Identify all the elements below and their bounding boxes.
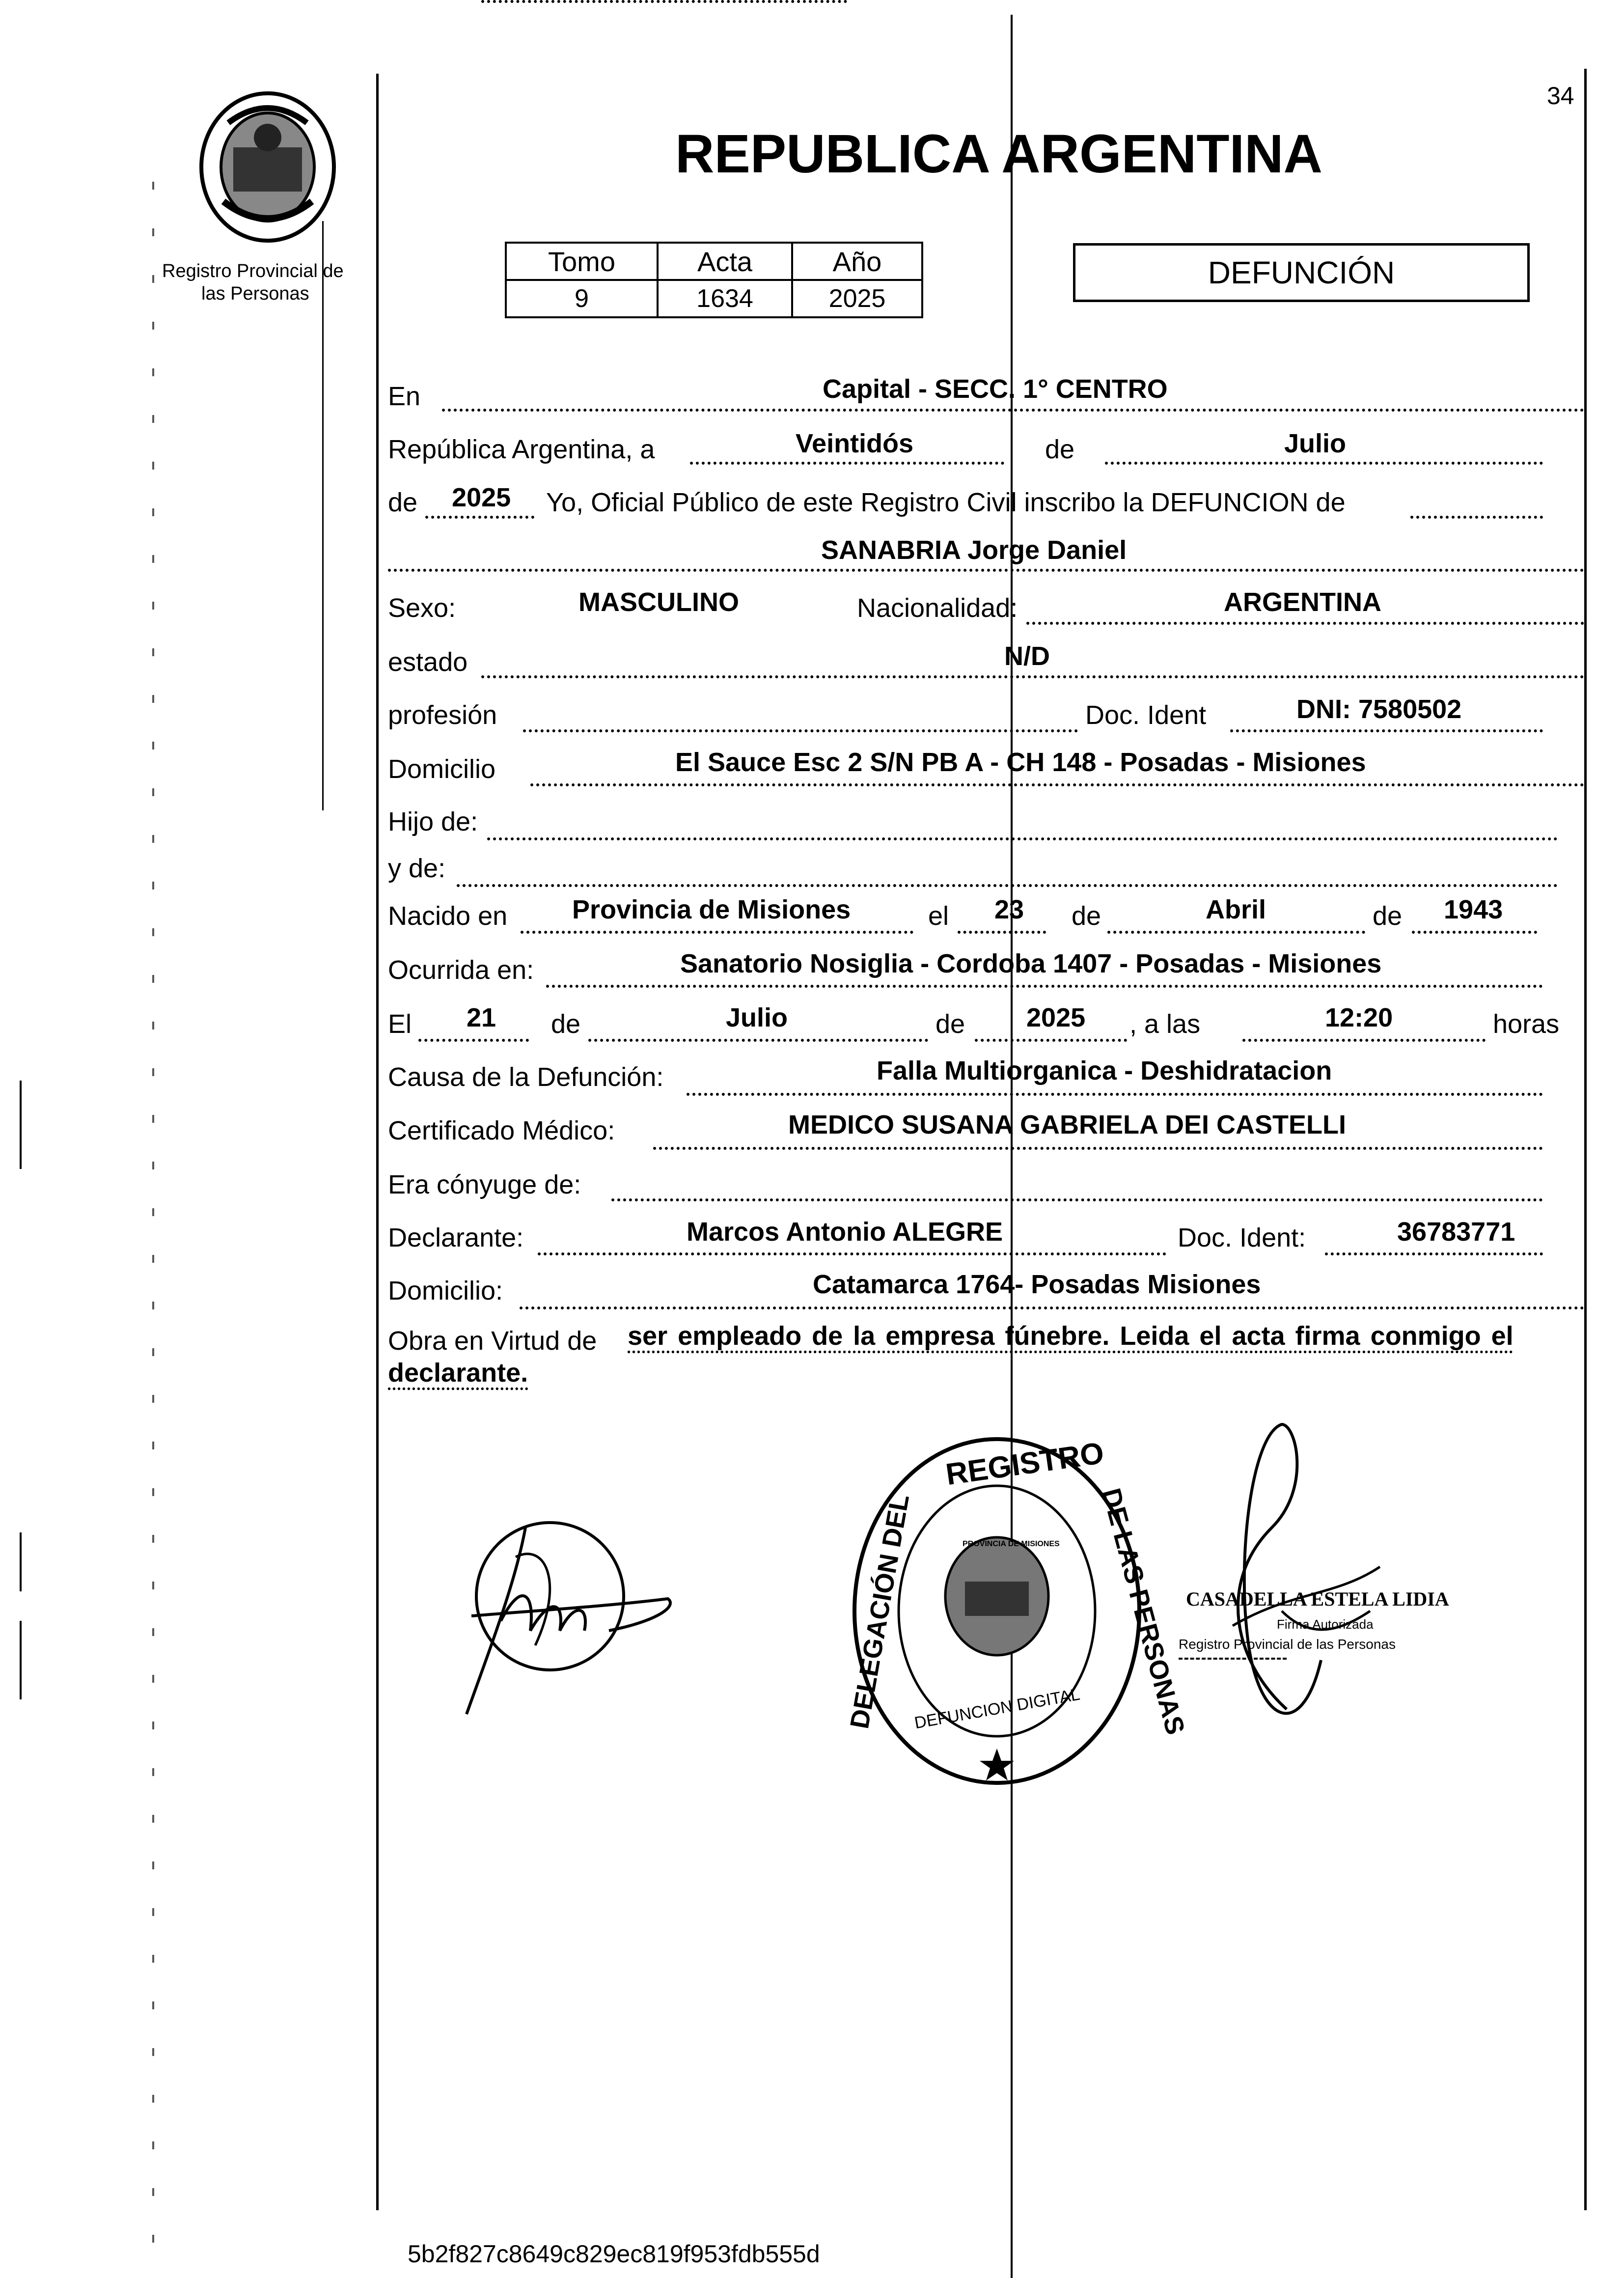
margin-tick: [152, 1302, 154, 1309]
margin-tick: [152, 2235, 154, 2243]
dotted-line: [1410, 516, 1543, 519]
ocurrida-en-label: Ocurrida en:: [388, 955, 534, 985]
margin-tick: [152, 1628, 154, 1636]
official-underline: [1179, 1658, 1287, 1660]
obra-line2-value: declarante.: [388, 1358, 528, 1388]
official-stamp: [845, 1434, 1190, 1788]
certificado-value: MEDICO SUSANA GABRIELA DEI CASTELLI: [788, 1110, 1347, 1139]
def-mes-value: Julio: [726, 1003, 788, 1032]
document-title: REPUBLICA ARGENTINA: [675, 124, 1322, 184]
stamp-inner-text: PROVINCIA DE MISIONES: [963, 1540, 1060, 1548]
anio-inscripcion-value: 2025: [452, 483, 511, 512]
stamp-top-text: REGISTRO: [943, 1436, 1106, 1492]
ocurrida-en-value: Sanatorio Nosiglia - Cordoba 1407 - Posadas - Misiones: [680, 949, 1382, 978]
estado-label: estado: [388, 647, 468, 677]
horas-label: horas: [1493, 1009, 1560, 1039]
margin-tick: [152, 228, 154, 236]
margin-tick: [152, 648, 154, 656]
dotted-line: [481, 0, 847, 3]
dotted-line: [1412, 931, 1537, 934]
dotted-line: [611, 1198, 1543, 1201]
nac-mes-value: Abril: [1206, 895, 1266, 924]
margin-tick: [152, 1488, 154, 1496]
right-margin-line: [1584, 69, 1587, 2210]
anio-value: 2025: [792, 280, 922, 317]
profesion-label: profesión: [388, 700, 497, 730]
dotted-line: [530, 783, 1584, 786]
dotted-line: [521, 931, 913, 934]
de-label: de: [1072, 901, 1101, 931]
dotted-line: [523, 729, 1078, 732]
margin-tick: [152, 2048, 154, 2056]
left-edge-mark: [20, 1621, 22, 1699]
margin-tick: [152, 1535, 154, 1543]
a-las-label: , a las: [1129, 1009, 1201, 1039]
margin-tick: [152, 1861, 154, 1869]
margin-tick: [152, 695, 154, 703]
obra-line1-value: ser empleado de la empresa fúnebre. Leida el acta firma conmigo el: [628, 1321, 1514, 1351]
margin-tick: [152, 1068, 154, 1076]
stamp-right-text: DE LAS PERSONAS: [1096, 1485, 1190, 1738]
acta-header: Acta: [658, 243, 792, 280]
doc-ident-label: Doc. Ident: [1085, 700, 1207, 730]
nac-anio-value: 1943: [1444, 895, 1503, 924]
nac-dia-value: 23: [994, 895, 1024, 924]
dotted-line: [653, 1147, 1543, 1150]
dotted-line: [418, 1039, 529, 1042]
margin-tick: [152, 1115, 154, 1123]
dotted-line: [588, 1039, 928, 1042]
margin-tick: [152, 555, 154, 563]
de-label: de: [1045, 435, 1075, 464]
dotted-line: [690, 462, 1004, 465]
official-name: CASADELLA ESTELA LIDIA: [1186, 1588, 1449, 1610]
dotted-line: [388, 569, 1584, 572]
margin-tick: [152, 462, 154, 470]
record-table: [505, 242, 923, 318]
official-role: Firma Autorizada: [1277, 1617, 1374, 1632]
anio-header: Año: [792, 243, 922, 280]
tomo-value: 9: [506, 280, 658, 317]
declarante-label: Declarante:: [388, 1223, 524, 1252]
center-fold-line: [1011, 15, 1013, 2278]
certificado-label: Certificado Médico:: [388, 1116, 615, 1145]
declarant-signature: [403, 1483, 707, 1739]
margin-tick: [152, 1722, 154, 1729]
left-margin-line: [376, 74, 379, 2210]
dotted-line: [975, 1039, 1127, 1042]
en-label: En: [388, 382, 421, 411]
nombre-fallecido-value: SANABRIA Jorge Daniel: [821, 535, 1127, 565]
dotted-line: [457, 884, 1558, 887]
dotted-line: [958, 931, 1046, 934]
margin-tick: [152, 1162, 154, 1169]
dotted-line: [520, 1306, 1584, 1309]
lugar-value: Capital - SECC. 1° CENTRO: [823, 374, 1168, 404]
province-seal-icon: [194, 88, 341, 246]
margin-tick: [152, 788, 154, 796]
margin-tick: [152, 275, 154, 283]
hora-value: 12:20: [1325, 1003, 1393, 1032]
conyuge-label: Era cónyuge de:: [388, 1170, 581, 1199]
margin-tick: [152, 2095, 154, 2103]
declarante-value: Marcos Antonio ALEGRE: [687, 1217, 1003, 1247]
margin-tick: [152, 1395, 154, 1403]
page-number: 34: [1547, 82, 1574, 110]
dotted-line: [1242, 1039, 1486, 1042]
dotted-line: [1107, 931, 1365, 934]
mes-value: Julio: [1284, 429, 1347, 458]
dotted-line: [546, 985, 1543, 988]
y-de-label: y de:: [388, 854, 446, 883]
declarante-domicilio-value: Catamarca 1764- Posadas Misiones: [813, 1270, 1261, 1299]
def-dia-value: 21: [467, 1003, 496, 1032]
margin-tick: [152, 1815, 154, 1823]
margin-tick: [152, 182, 154, 190]
margin-tick: [152, 602, 154, 610]
hijo-de-label: Hijo de:: [388, 807, 478, 836]
stamp-bottom-text: DEFUNCION DIGITAL: [913, 1685, 1081, 1733]
nacido-en-value: Provincia de Misiones: [572, 895, 851, 924]
de-label: de: [936, 1009, 965, 1039]
dotted-line: [538, 1252, 1166, 1255]
margin-tick: [152, 1348, 154, 1356]
tomo-header: Tomo: [506, 243, 658, 280]
dia-value: Veintidós: [796, 429, 914, 458]
dotted-line: [687, 1093, 1543, 1096]
margin-tick: [152, 415, 154, 423]
margin-tick: [152, 1955, 154, 1963]
nacionalidad-label: Nacionalidad:: [857, 593, 1018, 623]
oficial-text: Yo, Oficial Público de este Registro Civil inscribo la DEFUNCION de: [546, 488, 1346, 517]
margin-tick: [152, 1675, 154, 1683]
registry-name-line1: Registro Provincial de: [162, 261, 344, 281]
causa-value: Falla Multiorganica - Deshidratacion: [877, 1056, 1332, 1085]
margin-tick: [152, 2188, 154, 2196]
margin-tick: [152, 975, 154, 983]
dotted-line: [481, 675, 1584, 678]
domicilio-value: El Sauce Esc 2 S/N PB A - CH 148 - Posadas - Misiones: [675, 748, 1366, 777]
margin-tick: [152, 1255, 154, 1263]
dni-value: DNI: 7580502: [1296, 695, 1462, 724]
dotted-line: [487, 837, 1558, 840]
margin-tick: [152, 1582, 154, 1589]
declarante-doc-value: 36783771: [1397, 1217, 1515, 1247]
doc-ident-label: Doc. Ident:: [1178, 1223, 1306, 1252]
dotted-line: [442, 409, 1584, 412]
record-type-badge: DEFUNCIÓN: [1073, 243, 1530, 302]
causa-label: Causa de la Defunción:: [388, 1062, 664, 1092]
stamp-left-text: DELEGACIÓN DEL: [845, 1492, 915, 1731]
el-label: el: [928, 901, 949, 931]
estado-value: N/D: [1004, 641, 1050, 671]
official-office: Registro Provincial de las Personas: [1179, 1637, 1396, 1652]
registry-name-line2: las Personas: [201, 283, 309, 304]
left-edge-mark: [20, 1081, 22, 1169]
margin-tick: [152, 835, 154, 843]
left-edge-mark: [20, 1532, 22, 1591]
margin-tick: [152, 1022, 154, 1029]
margin-tick: [152, 1768, 154, 1776]
margin-tick: [152, 1442, 154, 1449]
margin-tick: [152, 1908, 154, 1916]
de-label: de: [388, 488, 418, 517]
acta-value: 1634: [658, 280, 792, 317]
sexo-value: MASCULINO: [578, 587, 739, 617]
margin-tick: [152, 1208, 154, 1216]
de-label: de: [551, 1009, 581, 1039]
sexo-label: Sexo:: [388, 593, 456, 623]
nacionalidad-value: ARGENTINA: [1224, 587, 1381, 617]
margin-tick: [152, 322, 154, 330]
de-label: de: [1373, 901, 1403, 931]
document-hash: 5b2f827c8649c829ec819f953fdb555d: [408, 2240, 820, 2268]
margin-tick: [152, 368, 154, 376]
registry-divider-line: [322, 221, 324, 810]
margin-tick: [152, 508, 154, 516]
margin-tick: [152, 2001, 154, 2009]
margin-tick: [152, 2141, 154, 2149]
dotted-line: [1230, 729, 1543, 732]
margin-tick: [152, 742, 154, 750]
dotted-line: [425, 516, 534, 519]
obra-label: Obra en Virtud de: [388, 1326, 597, 1356]
domicilio-label: Domicilio:: [388, 1276, 503, 1306]
margin-tick: [152, 928, 154, 936]
dotted-line: [1325, 1252, 1543, 1255]
domicilio-label: Domicilio: [388, 754, 496, 784]
dotted-line: [1026, 622, 1584, 625]
nacido-en-label: Nacido en: [388, 901, 508, 931]
el-label: El: [388, 1009, 412, 1039]
dotted-line: [1105, 462, 1543, 465]
republica-label: República Argentina, a: [388, 435, 655, 464]
margin-tick: [152, 882, 154, 889]
def-anio-value: 2025: [1026, 1003, 1086, 1032]
